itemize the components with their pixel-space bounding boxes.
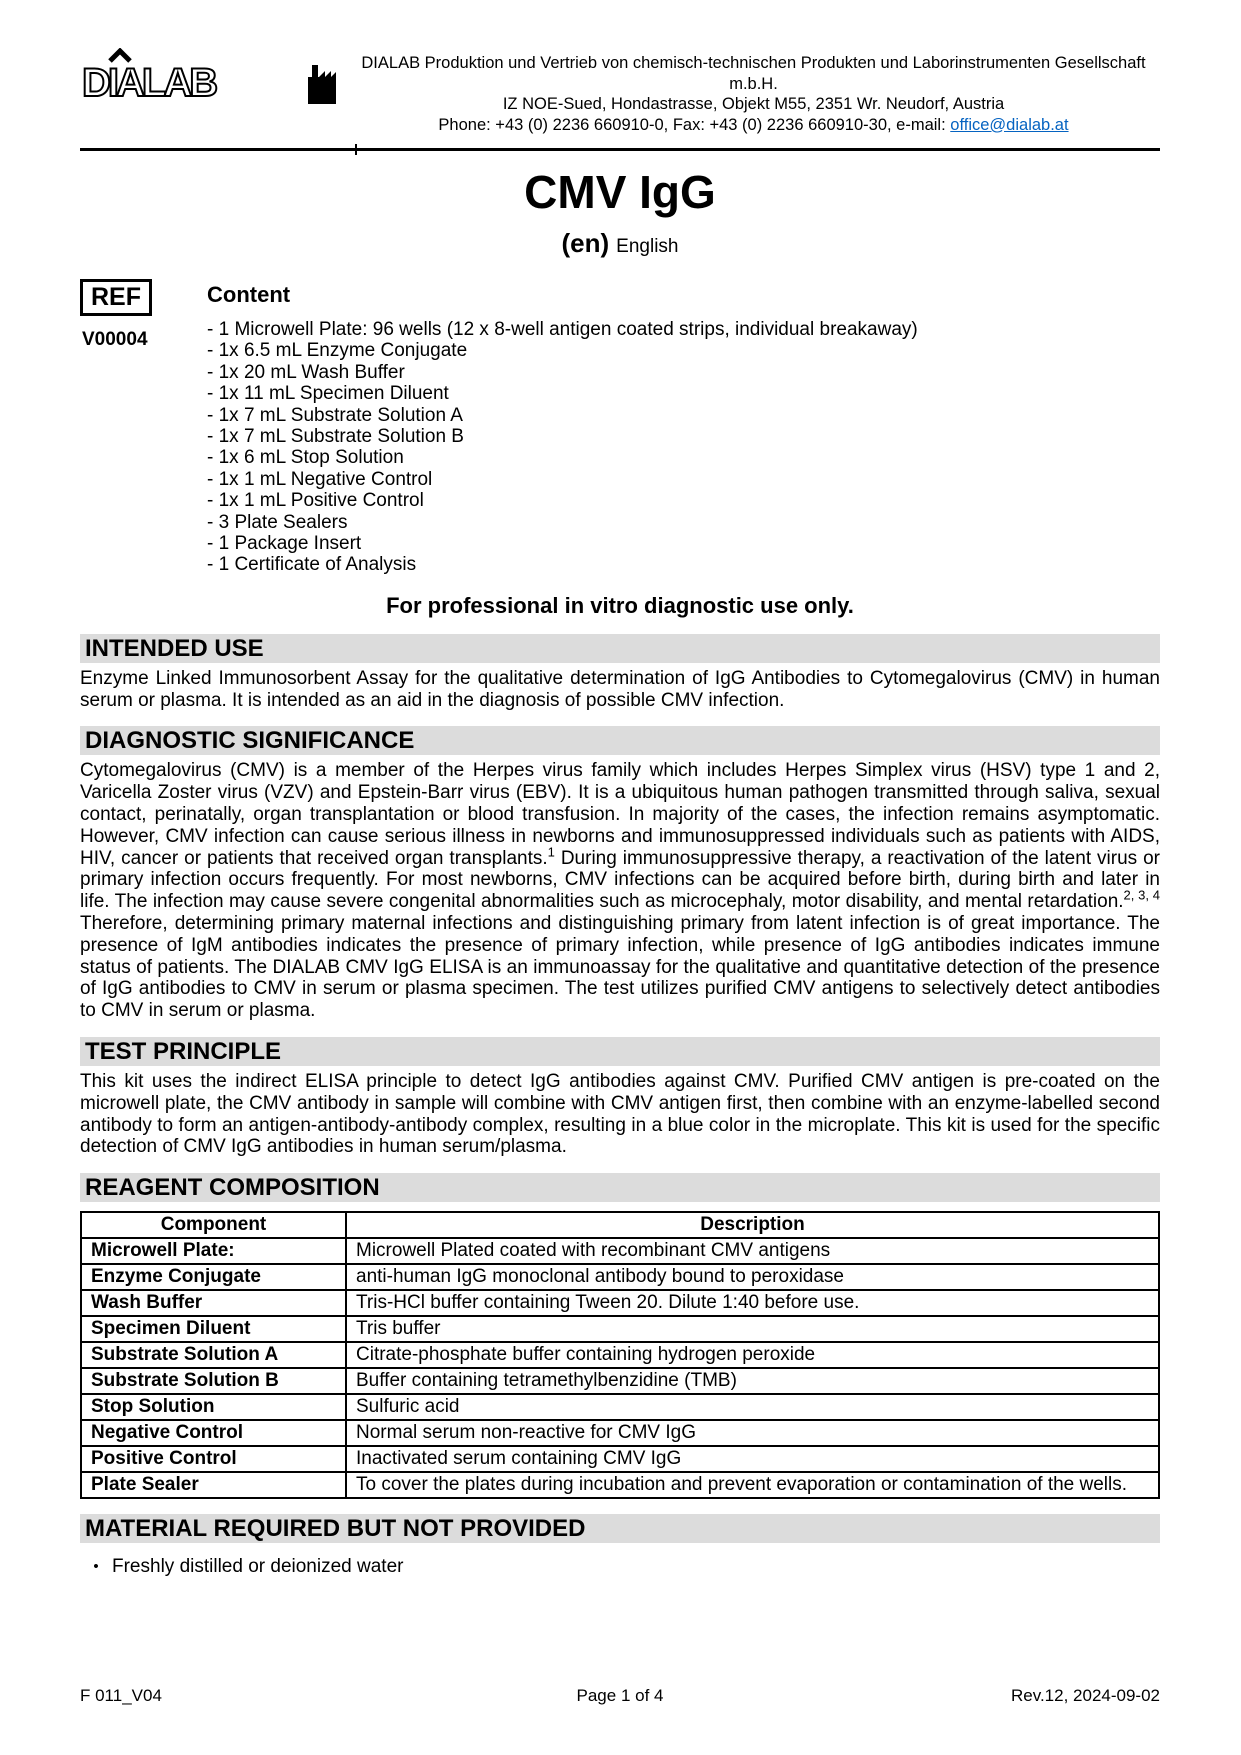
section-heading-intended-use: INTENDED USE xyxy=(80,634,1160,663)
table-row xyxy=(81,1264,1159,1290)
description-cell: Tris buffer xyxy=(346,1316,1159,1342)
page-footer xyxy=(80,1686,1160,1706)
description-cell: Microwell Plated coated with recombinant CMV antigens xyxy=(346,1238,1159,1264)
table-row xyxy=(81,1368,1159,1394)
footer-revision: Rev.12, 2024-09-02 xyxy=(1010,1686,1160,1705)
intended-use-paragraph: Enzyme Linked Immunosorbent Assay for the qualitative determination of IgG Antibodies to Cytomegalovirus (CMV) in human serum or plasma. It is intended as an aid in the diagnosis of possible CMV infection. xyxy=(80,667,1160,711)
content-item: - 1x 6.5 mL Enzyme Conjugate xyxy=(207,340,468,362)
footer-page-number: Page 1 of 4 xyxy=(576,1686,664,1705)
ref-symbol: REF xyxy=(80,279,152,316)
material-required-item xyxy=(80,1556,1160,1578)
company-address-line: IZ NOE-Sued, Hondastrasse, Objekt M55, 2351 Wr. Neudorf, Austria xyxy=(502,95,1005,113)
component-cell: Plate Sealer xyxy=(81,1472,346,1498)
language-line xyxy=(80,228,1160,259)
diag-text-1: Cytomegalovirus (CMV) is a member of the Herpes virus family which includes Herpes Simplex virus (HSV) type 1 and 2, Varicella Zoster virus (VZV) and Epstein-Barr virus (EBV). It is a ubiquitous human pathogen transmitted through saliva, sexual contact, perinatally, organ transplantation or blood transfusion. In majority of the cases, the infection remains asymptomatic. However, CMV infection can cause serious illness in newborns and immunosuppressed individuals such as patients with AIDS, HIV, cancer or patients that received organ transplants. xyxy=(80,760,1160,869)
description-cell: Normal serum non-reactive for CMV IgG xyxy=(346,1420,1159,1446)
component-cell: Enzyme Conjugate xyxy=(81,1264,346,1290)
content-item: - 3 Plate Sealers xyxy=(207,511,348,533)
content-item: - 1x 7 mL Substrate Solution B xyxy=(207,426,464,448)
description-cell: anti-human IgG monoclonal antibody bound to peroxidase xyxy=(346,1264,1159,1290)
table-row xyxy=(81,1420,1159,1446)
manufacturer-icon xyxy=(305,46,347,109)
content-list xyxy=(207,319,1160,576)
table-row xyxy=(81,1342,1159,1368)
citation-superscript: 2, 3, 4 xyxy=(1123,887,1160,903)
table-row xyxy=(81,1472,1159,1498)
component-cell: Negative Control xyxy=(81,1420,346,1446)
description-cell: Buffer containing tetramethylbenzidine (TMB) xyxy=(346,1368,1159,1394)
component-cell: Substrate Solution A xyxy=(81,1342,346,1368)
catalog-number: V00004 xyxy=(82,329,148,350)
table-header-row xyxy=(81,1212,1159,1238)
section-heading-test-principle: TEST PRINCIPLE xyxy=(80,1037,1160,1066)
header-divider-tick xyxy=(355,144,357,155)
company-name-line: DIALAB Produktion und Vertrieb von chemisch-technischen Produkten und Laborinstrumenten Gesellschaft m.b.H. xyxy=(361,54,1146,93)
description-cell: Sulfuric acid xyxy=(346,1394,1159,1420)
dialab-logo-text: DIALAB xyxy=(82,61,216,104)
component-cell: Wash Buffer xyxy=(81,1290,346,1316)
test-principle-paragraph: This kit uses the indirect ELISA principle to detect IgG antibodies against CMV. Purified CMV antigen is pre-coated on the microwell plate, the CMV antibody in sample will combine with CMV antigen first, then combine with an enzyme-labelled second antibody to form an antigen-antibody-antibody complex, resulting in a blue color in the microplate. This kit is used for the specific detection of CMV IgG antibodies in human serum/plasma. xyxy=(80,1071,1160,1158)
description-cell: Tris-HCl buffer containing Tween 20. Dilute 1:40 before use. xyxy=(346,1290,1159,1316)
section-heading-diagnostic-significance: DIAGNOSTIC SIGNIFICANCE xyxy=(80,726,1160,755)
ref-column xyxy=(80,279,207,576)
footer-form-number: F 011_V04 xyxy=(80,1686,162,1705)
content-item: - 1x 20 mL Wash Buffer xyxy=(207,361,405,383)
bullet-icon: • xyxy=(93,1558,99,1576)
content-heading: Content xyxy=(207,282,291,307)
table-row xyxy=(81,1394,1159,1420)
column-header-description: Description xyxy=(346,1212,1159,1238)
dialab-logo xyxy=(80,46,305,109)
material-required-text: Freshly distilled or deionized water xyxy=(112,1556,404,1578)
description-cell: Inactivated serum containing CMV IgG xyxy=(346,1446,1159,1472)
ivd-statement: For professional in vitro diagnostic use only. xyxy=(386,592,854,618)
phone-fax-text: Phone: +43 (0) 2236 660910-0, Fax: +43 (0) 2236 660910-30, e-mail: xyxy=(438,115,951,134)
content-item: - 1 Package Insert xyxy=(207,533,362,555)
company-contact-line xyxy=(347,115,1160,136)
language-code: (en) xyxy=(561,228,610,258)
content-item: - 1x 6 mL Stop Solution xyxy=(207,447,404,469)
company-info xyxy=(347,46,1160,135)
description-cell: Citrate-phosphate buffer containing hydrogen peroxide xyxy=(346,1342,1159,1368)
header-divider xyxy=(80,148,1160,151)
table-row xyxy=(81,1446,1159,1472)
page-title: CMV IgG xyxy=(524,166,716,218)
component-cell: Specimen Diluent xyxy=(81,1316,346,1342)
component-cell: Microwell Plate: xyxy=(81,1238,346,1264)
language-name: English xyxy=(616,236,679,257)
column-header-component: Component xyxy=(81,1212,346,1238)
email-link[interactable]: office@dialab.at xyxy=(950,115,1069,134)
content-item: - 1x 1 mL Positive Control xyxy=(207,490,424,512)
description-cell: To cover the plates during incubation and prevent evaporation or contamination of the wells. xyxy=(346,1472,1159,1498)
kit-contents xyxy=(80,279,1160,576)
component-cell: Substrate Solution B xyxy=(81,1368,346,1394)
component-cell: Stop Solution xyxy=(81,1394,346,1420)
section-heading-material-required: MATERIAL REQUIRED BUT NOT PROVIDED xyxy=(80,1514,1160,1543)
dialab-logo-icon xyxy=(80,48,240,104)
diag-text-3: Therefore, determining primary maternal infections and distinguishing primary from latent infection is of great importance. The presence of IgM antibodies indicates the presence of primary infection, while presence of IgG antibodies indicates immune status of patients. The DIALAB CMV IgG ELISA is an immunoassay for the qualitative and quantitative detection of the presence of IgG antibodies to CMV in serum or plasma specimen. The test utilizes purified CMV antigens to selectively detect antibodies to CMV in serum or plasma. xyxy=(80,913,1160,1022)
component-cell: Positive Control xyxy=(81,1446,346,1472)
content-item: - 1 Certificate of Analysis xyxy=(207,554,417,576)
content-item: - 1x 11 mL Specimen Diluent xyxy=(207,383,449,405)
reagent-table xyxy=(80,1211,1160,1499)
content-item: - 1x 1 mL Negative Control xyxy=(207,468,433,490)
section-heading-reagent-composition: REAGENT COMPOSITION xyxy=(80,1173,1160,1202)
table-row xyxy=(81,1238,1159,1264)
content-column xyxy=(207,279,1160,576)
table-row xyxy=(81,1316,1159,1342)
header xyxy=(80,0,1160,135)
diag-text-2: During immunosuppressive therapy, a reactivation of the latent virus or primary infection occurs frequently. For most newborns, CMV infections can be acquired before birth, during birth and later in life. The infection may cause severe congenital abnormalities such as microcephaly, motor disability, and mental retardation. xyxy=(80,847,1161,913)
citation-superscript: 1 xyxy=(547,844,555,860)
table-row xyxy=(81,1290,1159,1316)
content-item: - 1 Microwell Plate: 96 wells (12 x 8-well antigen coated strips, individual breakaway) xyxy=(207,319,918,340)
content-item: - 1x 7 mL Substrate Solution A xyxy=(207,404,463,426)
diagnostic-significance-paragraph xyxy=(80,760,1160,1022)
